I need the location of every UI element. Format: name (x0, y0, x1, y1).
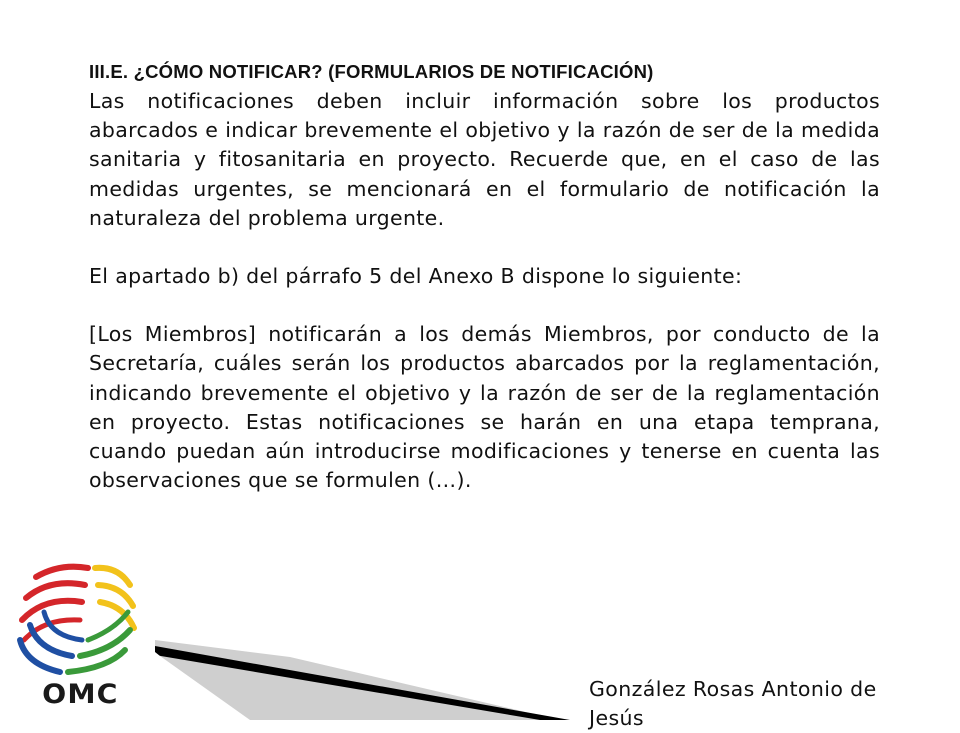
paragraph-annex-reference: El apartado b) del párrafo 5 del Anexo B dispone lo siguiente: (89, 264, 743, 289)
author-name: González Rosas Antonio de Jesús (589, 677, 877, 730)
decorative-ribbon (155, 640, 570, 720)
paragraph-quoted-provision: [Los Miembros] notificarán a los demás Miembros, por conducto de la Secretaría, cuáles serán los productos abarcados por la reglamentación, indicando brevemente el objetivo y la razón de ser de la reglamentación en proyecto. Estas notificaciones se harán en una etapa temprana, cuando puedan aún introducirse modificaciones y tenerse en cuenta las observaciones que se formulen (…). (89, 322, 880, 493)
paragraph-notification-content: Las notificaciones deben incluir información sobre los productos abarcados e indicar brevemente el objetivo y la razón de ser de la medida sanitaria y fitosanitaria en proyecto. Recuerde que, en el caso de las medidas urgentes, se mencionará en el formulario de notificación la naturaleza del problema urgente. (89, 89, 880, 230)
wto-globe-logo-icon (20, 567, 134, 672)
omc-logo-label: OMC (42, 679, 119, 710)
section-heading: III.E. ¿CÓMO NOTIFICAR? (FORMULARIOS DE NOTIFICACIÓN) (89, 61, 654, 82)
